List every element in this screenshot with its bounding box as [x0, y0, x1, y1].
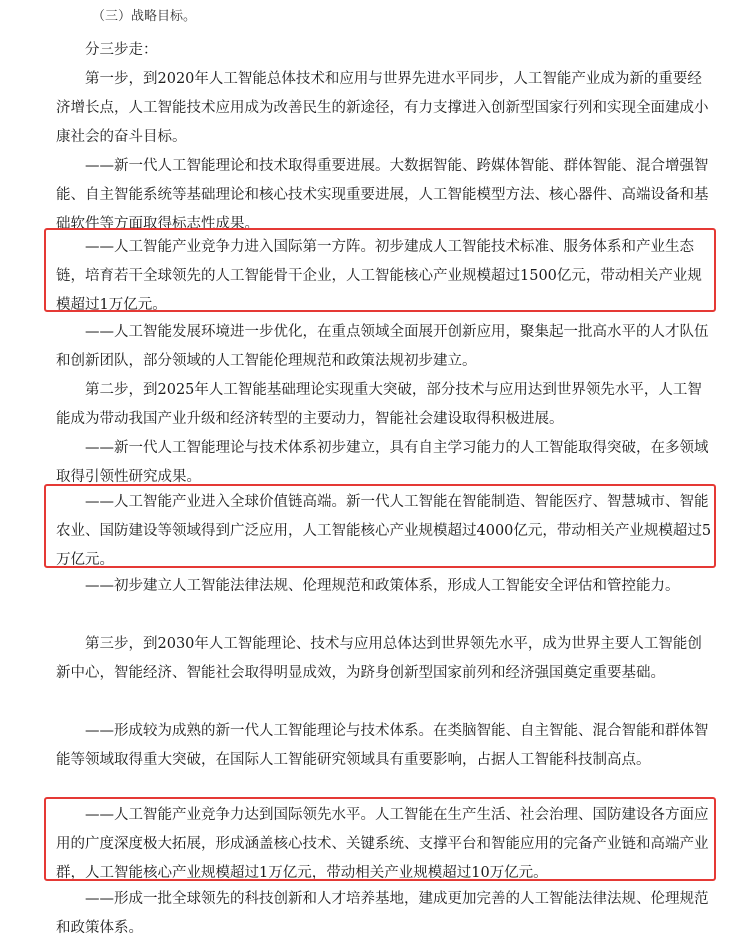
paragraph-step-one-theory: ——新一代人工智能理论和技术取得重要进展。大数据智能、跨媒体智能、群体智能、混合增强智能、自主智能系统等基础理论和核心技术实现重要进展，人工智能模型方法、核心器件、高端设备和基础软件等方面取得标志性成果。	[56, 158, 709, 232]
paragraph-step-one: 第一步，到2020年人工智能总体技术和应用与世界先进水平同步，人工智能产业成为新的重要经济增长点，人工智能技术应用成为改善民生的新途径，有力支撑进入创新型国家行列和实现全面建成小康社会的奋斗目标。	[56, 71, 709, 145]
section-heading: （三）战略目标。	[92, 9, 197, 24]
paragraph-step-three-base: ——形成一批全球领先的科技创新和人才培养基地，建成更加完善的人工智能法律法规、伦理规范和政策体系。	[56, 891, 709, 936]
paragraph-step-two-theory: ——新一代人工智能理论与技术体系初步建立，具有自主学习能力的人工智能取得突破，在多领域取得引领性研究成果。	[56, 440, 709, 485]
paragraph-step-one-industry: ——人工智能产业竞争力进入国际第一方阵。初步建成人工智能技术标准、服务体系和产业生态链，培育若干全球领先的人工智能骨干企业，人工智能核心产业规模超过1500亿元，带动相关产业规模超过1万亿元。	[56, 239, 702, 313]
paragraph-step-two: 第二步，到2025年人工智能基础理论实现重大突破，部分技术与应用达到世界领先水平，人工智能成为带动我国产业升级和经济转型的主要动力，智能社会建设取得积极进展。	[56, 382, 702, 427]
paragraph-step-two-industry: ——人工智能产业进入全球价值链高端。新一代人工智能在智能制造、智能医疗、智慧城市、智能农业、国防建设等领域得到广泛应用，人工智能核心产业规模超过4000亿元，带动相关产业规模超过5万亿元。	[56, 494, 712, 568]
highlight-box-2025-industry	[44, 484, 716, 568]
paragraph-step-one-environment: ——人工智能发展环境进一步优化，在重点领域全面展开创新应用，聚集起一批高水平的人才队伍和创新团队，部分领域的人工智能伦理规范和政策法规初步建立。	[56, 324, 709, 369]
highlight-box-2030-industry	[44, 797, 716, 881]
paragraph-step-three-industry: ——人工智能产业竞争力达到国际领先水平。人工智能在生产生活、社会治理、国防建设各方面应用的广度深度极大拓展，形成涵盖核心技术、关键系统、支撑平台和智能应用的完备产业链和高端产业群，人工智能核心产业规模超过1万亿元，带动相关产业规模超过10万亿元。	[56, 807, 709, 881]
paragraph-step-two-law: ——初步建立人工智能法律法规、伦理规范和政策体系，形成人工智能安全评估和管控能力。	[85, 578, 680, 594]
paragraph-intro: 分三步走：	[85, 42, 158, 58]
paragraph-step-three-theory: ——形成较为成熟的新一代人工智能理论与技术体系。在类脑智能、自主智能、混合智能和群体智能等领域取得重大突破，在国际人工智能研究领域具有重要影响，占据人工智能科技制高点。	[56, 723, 709, 768]
paragraph-step-three: 第三步，到2030年人工智能理论、技术与应用总体达到世界领先水平，成为世界主要人工智能创新中心，智能经济、智能社会取得明显成效，为跻身创新型国家前列和经济强国奠定重要基础。	[56, 636, 702, 681]
highlight-box-2020-industry	[44, 228, 716, 312]
